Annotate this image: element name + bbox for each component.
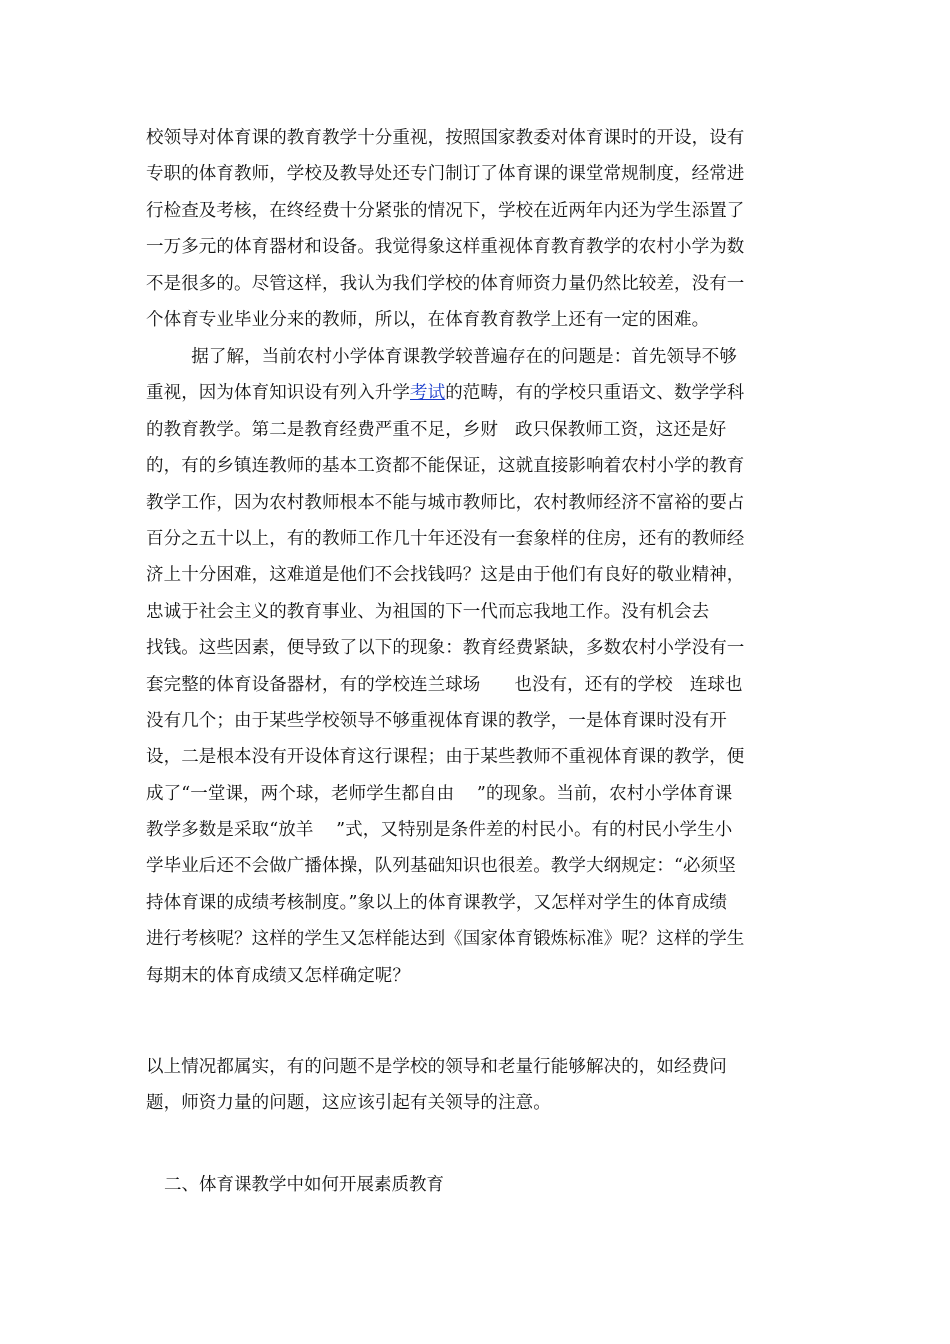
text-line: 行检查及考核，在终经费十分紧张的情况下，学校在近两年内还为学生添置了 <box>146 200 745 221</box>
text-line: 校领导对体育课的教育教学十分重视，按照国家教委对体育课时的开设，设有 <box>146 128 745 148</box>
text-line: 一万多元的体育器材和设备。我觉得象这样重视体育教育教学的农村小学为数 <box>146 237 745 258</box>
text-line: 忠诚于社会主义的教育事业、为祖国的下一代而忘我地工作。没有机会去 <box>146 601 710 622</box>
text-line: 套完整的体育设备器材，有的学校连兰球场 也没有，还有的学校 连球也 <box>146 674 743 695</box>
text-segment: 的范畴，有的学校只重语文、数学学科 <box>445 383 745 404</box>
paragraph-school-leadership <box>146 120 806 338</box>
text-line: 持体育课的成绩考核制度。”象以上的体育课教学，又怎样对学生的体育成绩 <box>146 892 728 913</box>
paragraph-rural-problems <box>146 339 806 994</box>
text-line: 专职的体育教师，学校及教导处还专门制订了体育课的课堂常规制度，经常进 <box>146 164 745 185</box>
text-line: 教学工作，因为农村教师根本不能与城市教师比，农村教师经济不富裕的要占 <box>146 492 745 513</box>
text-line: 以上情况都属实，有的问题不是学校的领导和老量行能够解决的，如经费问 <box>146 1057 727 1077</box>
text-line: 题，师资力量的问题，这应该引起有关领导的注意。 <box>146 1093 551 1114</box>
paragraph-conclusion <box>146 1049 806 1122</box>
text-line: 不是很多的。尽管这样，我认为我们学校的体育师资力量仍然比较差，没有一 <box>146 273 745 294</box>
text-line: 济上十分困难，这难道是他们不会找钱吗？这是由于他们有良好的敬业精神， <box>146 565 745 586</box>
text-line: 每期末的体育成绩又怎样确定呢？ <box>146 965 410 986</box>
text-line: 的，有的乡镇连教师的基本工资都不能保证，这就直接影响着农村小学的教育 <box>146 456 745 477</box>
text-line: 设，二是根本没有开设体育这行课程；由于某些教师不重视体育课的教学，便 <box>146 747 745 768</box>
section-heading: 二、体育课教学中如何开展素质教育 <box>164 1175 444 1195</box>
text-line: 成了“一堂课，两个球，老师学生都自由 ”的现象。当前，农村小学体育课 <box>146 783 733 804</box>
text-line: 的教育教学。第二是教育经费严重不足，乡财 政只保教师工资，这还是好 <box>146 419 727 440</box>
text-line: 个体育专业毕业分来的教师，所以，在体育教育教学上还有一定的困难。 <box>146 309 710 330</box>
text-segment: 重视，因为体育知识设有列入升学 <box>146 383 410 404</box>
text-line: 教学多数是采取“放羊 ”式，又特别是条件差的村民小。有的村民小学生小 <box>146 820 733 841</box>
text-line: 没有几个；由于某些学校领导不够重视体育课的教学，一是体育课时没有开 <box>146 710 727 731</box>
text-line: 找钱。这些因素，便导致了以下的现象：教育经费紧缺，多数农村小学没有一 <box>146 638 745 659</box>
exam-link[interactable]: 考试 <box>410 383 446 404</box>
text-line: 百分之五十以上，有的教师工作几十年还没有一套象样的住房，还有的教师经 <box>146 528 745 549</box>
text-line: 据了解，当前农村小学体育课教学较普遍存在的问题是：首先领导不够 <box>146 347 737 367</box>
text-line: 学毕业后还不会做广播体操，队列基础知识也很差。教学大纲规定：“必须坚 <box>146 856 736 877</box>
text-line: 进行考核呢？这样的学生又怎样能达到《国家体育锻炼标准》呢？这样的学生 <box>146 929 745 950</box>
text-line-with-link <box>146 375 806 411</box>
